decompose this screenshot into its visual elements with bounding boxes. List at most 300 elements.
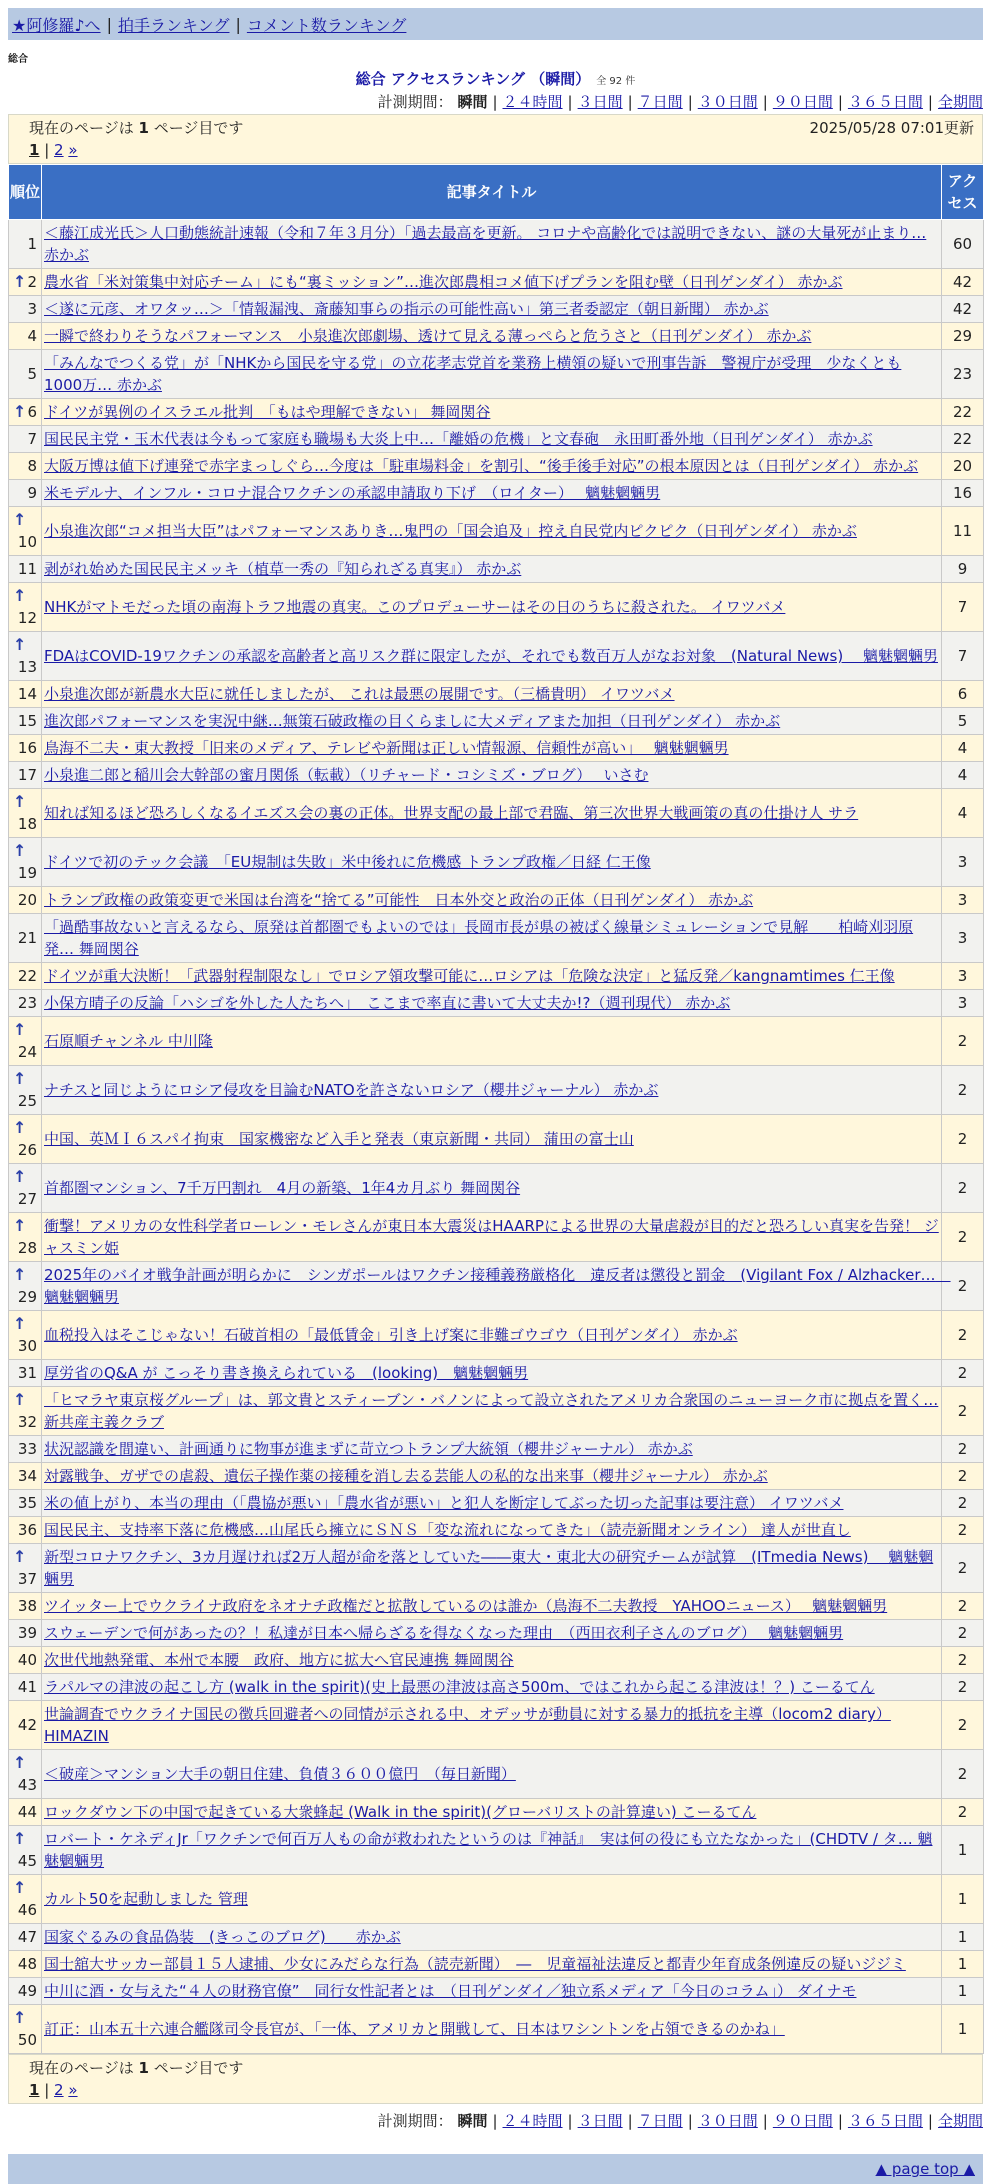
article-link[interactable]: 進次郎パフォーマンスを実況中継…無策石破政権の目くらましに大メディアまた加担（日刊ゲンダイ） 赤かぶ bbox=[44, 712, 781, 730]
table-row bbox=[9, 789, 984, 838]
access-count: 1 bbox=[942, 1924, 984, 1951]
rank-number: 50 bbox=[17, 2031, 37, 2049]
access-count: 29 bbox=[942, 323, 984, 350]
article-link[interactable]: ツイッター上でウクライナ政府をネオナチ政権だと拡散しているのは誰か（鳥海不二夫教授 YAHOOニュース） 魑魅魍魎男 bbox=[44, 1597, 888, 1615]
page-info-box-bottom bbox=[8, 2054, 983, 2104]
access-count: 2 bbox=[942, 1701, 984, 1750]
rank-cell bbox=[9, 1799, 42, 1826]
home-link[interactable]: ★阿修羅♪へ bbox=[12, 15, 101, 35]
rank-cell bbox=[9, 762, 42, 789]
rank-number: 26 bbox=[17, 1141, 37, 1159]
table-row bbox=[9, 350, 984, 399]
up-arrow-icon: ↑ bbox=[13, 272, 27, 291]
period-separator: | bbox=[687, 2112, 693, 2130]
rank-number: 11 bbox=[17, 560, 37, 578]
rank-number: 15 bbox=[17, 712, 37, 730]
rank-cell bbox=[9, 1387, 42, 1436]
rank-number: 16 bbox=[17, 739, 37, 757]
title-cell bbox=[42, 1799, 942, 1826]
access-count: 2 bbox=[942, 1360, 984, 1387]
rank-number: 31 bbox=[17, 1364, 37, 1382]
rank-cell bbox=[9, 708, 42, 735]
nav-separator: | bbox=[106, 14, 112, 34]
pager-page-2[interactable]: 2 bbox=[54, 141, 64, 159]
title-cell bbox=[42, 1674, 942, 1701]
up-arrow-icon: ↑ bbox=[13, 1020, 27, 1039]
article-link[interactable]: トランプ政権の政策変更で米国は台湾を“捨てる”可能性 日本外交と政治の正体（日刊ゲンダイ） 赤かぶ bbox=[44, 891, 754, 909]
rank-cell bbox=[9, 1066, 42, 1115]
table-row bbox=[9, 1951, 984, 1978]
rank-number: 28 bbox=[17, 1239, 37, 1257]
article-link[interactable]: ＜遂に元彦、オワタッ…＞「情報漏洩、斎藤知事らの指示の可能性高い」第三者委認定（朝日新聞） 赤かぶ bbox=[44, 300, 769, 318]
table-row bbox=[9, 1463, 984, 1490]
period-selector bbox=[0, 90, 983, 114]
article-link[interactable]: 新型コロナワクチン、3カ月遅ければ2万人超が命を落としていた――東大・東北大の研究チームが試算 (ITmedia News) 魑魅魍魎男 bbox=[44, 1548, 934, 1588]
table-row bbox=[9, 838, 984, 887]
ranking-table bbox=[8, 164, 984, 2054]
article-link[interactable]: 国士舘大サッカー部員１５人逮捕、少女にみだらな行為（読売新聞） ― 児童福祉法違反と都青少年育成条例違反の疑いジジミ bbox=[44, 1955, 906, 1973]
rank-number: 2 bbox=[27, 273, 37, 291]
table-row bbox=[9, 1799, 984, 1826]
rank-number: 12 bbox=[17, 609, 37, 627]
title-cell bbox=[42, 1164, 942, 1213]
up-arrow-icon: ↑ bbox=[13, 586, 27, 605]
rank-number: 21 bbox=[17, 929, 37, 947]
article-link[interactable]: ドイツが異例のイスラエル批判 「もはや理解できない」 舞岡関谷 bbox=[44, 403, 491, 421]
article-link[interactable]: NHKがマトモだった頃の南海トラフ地震の真実。このプロデューサーはその日のうちに殺された。 イワツバメ bbox=[44, 598, 786, 616]
access-count: 2 bbox=[942, 1066, 984, 1115]
article-link[interactable]: 鳥海不二夫・東大教授「旧来のメディア、テレビや新聞は正しい情報源、信頼性が高い」 魑魅魍魎男 bbox=[44, 739, 729, 757]
title-cell bbox=[42, 2005, 942, 2054]
access-count: 4 bbox=[942, 735, 984, 762]
period-option[interactable]: ３０日間 bbox=[697, 93, 758, 111]
title-cell bbox=[42, 1360, 942, 1387]
page-top-link[interactable]: ▲ page top ▲ bbox=[875, 2160, 975, 2178]
title-cell bbox=[42, 1647, 942, 1674]
period-separator: | bbox=[837, 2112, 843, 2130]
rank-number: 17 bbox=[17, 766, 37, 784]
access-count: 22 bbox=[942, 426, 984, 453]
rank-cell bbox=[9, 426, 42, 453]
rank-header: 順位 bbox=[9, 165, 42, 220]
period-separator: | bbox=[567, 2112, 573, 2130]
title-cell bbox=[42, 681, 942, 708]
access-count: 6 bbox=[942, 681, 984, 708]
total-count: 全 92 件 bbox=[596, 76, 636, 87]
table-row bbox=[9, 1620, 984, 1647]
updated-timestamp: 2025/05/28 07:01更新 bbox=[809, 119, 974, 137]
article-link[interactable]: 血税投入はそこじゃない！石破首相の「最低賃金」引き上げ案に非難ゴウゴウ（日刊ゲンダイ） 赤かぶ bbox=[44, 1326, 738, 1344]
table-row bbox=[9, 681, 984, 708]
period-separator: | bbox=[762, 2112, 768, 2130]
access-count: 2 bbox=[942, 1115, 984, 1164]
title-cell bbox=[42, 1593, 942, 1620]
rank-cell bbox=[9, 1436, 42, 1463]
access-count: 3 bbox=[942, 887, 984, 914]
period-option[interactable]: ９０日間 bbox=[772, 93, 833, 111]
access-count: 23 bbox=[942, 350, 984, 399]
period-separator: | bbox=[927, 2112, 933, 2130]
title-cell bbox=[42, 1826, 942, 1875]
article-link[interactable]: 小泉進二郎と稲川会大幹部の蜜月関係（転載）（リチャード・コシミズ・ブログ） いさむ bbox=[44, 766, 649, 784]
access-count: 3 bbox=[942, 838, 984, 887]
table-row bbox=[9, 632, 984, 681]
access-count: 2 bbox=[942, 1750, 984, 1799]
up-arrow-icon: ↑ bbox=[13, 1314, 27, 1333]
access-count: 5 bbox=[942, 708, 984, 735]
article-link[interactable]: 石原順チャンネル 中川隆 bbox=[44, 1032, 213, 1050]
access-count: 1 bbox=[942, 2005, 984, 2054]
rank-cell bbox=[9, 1593, 42, 1620]
rank-cell bbox=[9, 507, 42, 556]
access-count: 1 bbox=[942, 1978, 984, 2005]
title-cell bbox=[42, 1544, 942, 1593]
table-row bbox=[9, 1066, 984, 1115]
article-link[interactable]: 国家ぐるみの食品偽装 (きっこのブログ) 赤かぶ bbox=[44, 1928, 401, 1946]
access-count: 42 bbox=[942, 296, 984, 323]
table-row bbox=[9, 1436, 984, 1463]
table-row bbox=[9, 1311, 984, 1360]
article-link[interactable]: ドイツが重大決断！「武器射程制限なし」でロシア領攻撃可能に…ロシアは「危険な決定」と猛反発／kangnamtimes 仁王像 bbox=[44, 967, 895, 985]
title-cell bbox=[42, 1311, 942, 1360]
rank-number: 23 bbox=[17, 994, 37, 1012]
title-cell bbox=[42, 1750, 942, 1799]
access-count: 2 bbox=[942, 1517, 984, 1544]
article-link[interactable]: スウェーデンで何があったの？！私達が日本へ帰らざるを得なくなった理由 （西田衣利子さんのブログ） 魑魅魍魎男 bbox=[44, 1624, 844, 1642]
period-selector-bottom bbox=[0, 2108, 983, 2134]
rank-number: 29 bbox=[17, 1288, 37, 1306]
rank-cell bbox=[9, 1875, 42, 1924]
article-link[interactable]: 世論調査でウクライナ国民の徴兵回避者への同情が示される中、オデッサが動員に対する暴力的抵抗を主導（locom2 diary） HIMAZIN bbox=[44, 1705, 891, 1745]
title-cell bbox=[42, 1951, 942, 1978]
article-link[interactable]: 2025年のバイオ戦争計画が明らかに シンガポールはワクチン接種義務厳格化 違反者は懲役と罰金 (Vigilant Fox / Alzhacker… 魑魅魍魎男 bbox=[44, 1266, 951, 1306]
rank-number: 43 bbox=[17, 1776, 37, 1794]
article-link[interactable]: 農水省「米対策集中対応チーム」にも“裏ミッション”…進次郎農相コメ値下げプランを阻む壁（日刊ゲンダイ） 赤かぶ bbox=[44, 273, 843, 291]
title-cell bbox=[42, 1436, 942, 1463]
rank-cell bbox=[9, 1951, 42, 1978]
rank-cell bbox=[9, 1826, 42, 1875]
rank-number: 10 bbox=[17, 533, 37, 551]
rank-number: 7 bbox=[27, 430, 37, 448]
table-row bbox=[9, 1826, 984, 1875]
article-link[interactable]: 小泉進次郎が新農水大臣に就任しましたが、 これは最悪の展開です。（三橋貴明） イワツバメ bbox=[44, 685, 675, 703]
rank-number: 47 bbox=[17, 1928, 37, 1946]
title-cell bbox=[42, 789, 942, 838]
rank-cell bbox=[9, 269, 42, 296]
up-arrow-icon: ↑ bbox=[13, 2008, 27, 2027]
article-link[interactable]: カルト50を起動しました 管理 bbox=[44, 1890, 248, 1908]
table-row bbox=[9, 1924, 984, 1951]
category-label: 総合 bbox=[8, 54, 28, 65]
rank-number: 9 bbox=[27, 484, 37, 502]
rank-cell bbox=[9, 1674, 42, 1701]
pager-current: 1 bbox=[29, 2081, 40, 2099]
title-cell bbox=[42, 1924, 942, 1951]
period-option[interactable]: ３６５日間 bbox=[847, 93, 923, 111]
article-link[interactable]: 「過酷事故ないと言えるなら、原発は首都圏でもよいのでは」長岡市長が県の被ばく線量シミュレーションで見解 柏崎刈羽原発… 舞岡関谷 bbox=[44, 918, 914, 958]
article-link[interactable]: ドイツで初のテック会議 「EU規制は失敗」米中後れに危機感 トランプ政権／日経 仁王像 bbox=[44, 853, 651, 871]
rank-number: 1 bbox=[27, 235, 37, 253]
up-arrow-icon: ↑ bbox=[13, 1878, 27, 1897]
article-link[interactable]: 小保方晴子の反論「ハシゴを外した人たちへ」 ここまで率直に書いて大丈夫か!?（週刊現代） 赤かぶ bbox=[44, 994, 731, 1012]
rank-number: 35 bbox=[17, 1494, 37, 1512]
table-row bbox=[9, 963, 984, 990]
period-separator: | bbox=[567, 93, 573, 111]
table-row bbox=[9, 583, 984, 632]
article-link[interactable]: 剥がれ始めた国民民主メッキ（植草一秀の『知られざる真実』） 赤かぶ bbox=[44, 560, 522, 578]
article-link[interactable]: 知れば知るほど恐ろしくなるイエズス会の裏の正体。世界支配の最上部で君臨、第三次世界大戦画策の真の仕掛け人 サラ bbox=[44, 804, 859, 822]
access-count: 2 bbox=[942, 1647, 984, 1674]
up-arrow-icon: ↑ bbox=[13, 1118, 27, 1137]
pager-next[interactable]: » bbox=[68, 2081, 78, 2099]
rank-number: 27 bbox=[17, 1190, 37, 1208]
title-cell bbox=[42, 480, 942, 507]
pager-next[interactable]: » bbox=[68, 141, 78, 159]
period-option[interactable]: ７日間 bbox=[637, 2112, 683, 2130]
article-link[interactable]: 「ヒマラヤ東京桜グループ」は、郭文貴とスティーブン・バノンによって設立されたアメリカ合衆国のニューヨーク市に拠点を置く… 新共産主義クラブ bbox=[44, 1391, 939, 1431]
period-separator: | bbox=[627, 93, 633, 111]
article-link[interactable]: 中川に酒・女与えた“４人の財務官僚” 同行女性記者とは （日刊ゲンダイ／独立系メディア「今日のコラム」） ダイナモ bbox=[44, 1982, 857, 2000]
article-link[interactable]: 次世代地熱発電、本州で本腰 政府、地方に拡大へ官民連携 舞岡関谷 bbox=[44, 1651, 514, 1669]
rank-cell bbox=[9, 1750, 42, 1799]
period-separator: | bbox=[627, 2112, 633, 2130]
table-row bbox=[9, 220, 984, 269]
title-cell bbox=[42, 1115, 942, 1164]
rank-cell bbox=[9, 914, 42, 963]
table-row bbox=[9, 1701, 984, 1750]
article-link[interactable]: 厚労省のQ&A が こっそり書き換えられている (looking) 魑魅魍魎男 bbox=[44, 1364, 529, 1382]
rank-cell bbox=[9, 1978, 42, 2005]
table-row bbox=[9, 323, 984, 350]
period-option: 瞬間 bbox=[457, 2112, 488, 2130]
rank-cell bbox=[9, 453, 42, 480]
access-count: 42 bbox=[942, 269, 984, 296]
article-link[interactable]: 衝撃！アメリカの女性科学者ローレン・モレさんが東日本大震災はHAARPによる世界の大量虐殺が目的だと恐ろしい真実を告発！ ジャスミン姫 bbox=[44, 1217, 939, 1257]
table-row bbox=[9, 1490, 984, 1517]
access-count: 2 bbox=[942, 1620, 984, 1647]
period-option[interactable]: 全期間 bbox=[937, 2112, 983, 2130]
up-arrow-icon: ↑ bbox=[13, 792, 27, 811]
article-link[interactable]: 首都圏マンション、7千万円割れ 4月の新築、1年4カ月ぶり 舞岡関谷 bbox=[44, 1179, 521, 1197]
access-count: 1 bbox=[942, 1826, 984, 1875]
title-cell bbox=[42, 323, 942, 350]
rank-cell bbox=[9, 1924, 42, 1951]
page-heading: 総合 アクセスランキング （瞬間） bbox=[355, 70, 591, 88]
table-row bbox=[9, 1647, 984, 1674]
access-count: 2 bbox=[942, 1544, 984, 1593]
title-cell bbox=[42, 735, 942, 762]
rank-cell bbox=[9, 1517, 42, 1544]
access-count: 3 bbox=[942, 990, 984, 1017]
article-link[interactable]: ラパルマの津波の起こし方 (walk in the spirit)(史上最悪の津波は高さ500m、ではこれから起こる津波は！？) こーるてん bbox=[44, 1678, 875, 1696]
access-count: 16 bbox=[942, 480, 984, 507]
article-link[interactable]: 国民民主、支持率下落に危機感…山尾氏ら擁立にＳＮＳ「変な流れになってきた」（読売新聞オンライン） 達人が世直し bbox=[44, 1521, 851, 1539]
table-row bbox=[9, 1544, 984, 1593]
up-arrow-icon: ↑ bbox=[13, 1753, 27, 1772]
period-option: 瞬間 bbox=[457, 93, 488, 111]
access-count: 3 bbox=[942, 914, 984, 963]
rank-number: 37 bbox=[17, 1570, 37, 1588]
article-link[interactable]: ロックダウン下の中国で起きている大衆蜂起 (Walk in the spirit)(グローバリストの計算違い) こーるてん bbox=[44, 1803, 757, 1821]
rank-number: 18 bbox=[17, 815, 37, 833]
period-option[interactable]: ２４時間 bbox=[502, 93, 563, 111]
period-separator: | bbox=[762, 93, 768, 111]
rank-cell bbox=[9, 1544, 42, 1593]
page-info-text: 現在のページは 1 ページ目です bbox=[29, 119, 244, 137]
rank-number: 48 bbox=[17, 1955, 37, 1973]
period-label: 計測期間： bbox=[377, 93, 453, 111]
table-row bbox=[9, 708, 984, 735]
period-label: 計測期間： bbox=[377, 2112, 453, 2130]
article-link[interactable]: 米モデルナ、インフル・コロナ混合ワクチンの承認申請取り下げ （ロイター） 魑魅魍魎男 bbox=[44, 484, 661, 502]
access-count: 2 bbox=[942, 1262, 984, 1311]
period-separator: | bbox=[687, 93, 693, 111]
rank-cell bbox=[9, 1213, 42, 1262]
rank-number: 42 bbox=[17, 1716, 37, 1734]
access-count: 60 bbox=[942, 220, 984, 269]
access-count: 2 bbox=[942, 1463, 984, 1490]
rank-number: 40 bbox=[17, 1651, 37, 1669]
period-separator: | bbox=[837, 93, 843, 111]
rank-cell bbox=[9, 399, 42, 426]
access-count: 2 bbox=[942, 1490, 984, 1517]
article-link[interactable]: 一瞬で終わりそうなパフォーマンス 小泉進次郎劇場、透けて見える薄っぺらと危うさと（日刊ゲンダイ） 赤かぶ bbox=[44, 327, 812, 345]
rank-number: 14 bbox=[17, 685, 37, 703]
rank-cell bbox=[9, 838, 42, 887]
pager: 1 | 2 » bbox=[29, 2081, 78, 2099]
article-link[interactable]: 中国、英ＭＩ６スパイ拘束 国家機密など入手と発表（東京新聞・共同） 蒲田の富士山 bbox=[44, 1130, 634, 1148]
title-cell bbox=[42, 220, 942, 269]
access-count: 2 bbox=[942, 1213, 984, 1262]
up-arrow-icon: ↑ bbox=[13, 1265, 27, 1284]
comment-ranking-link[interactable]: コメント数ランキング bbox=[246, 15, 407, 35]
rank-number: 36 bbox=[17, 1521, 37, 1539]
up-arrow-icon: ↑ bbox=[13, 1829, 27, 1848]
title-cell bbox=[42, 399, 942, 426]
table-row bbox=[9, 1387, 984, 1436]
rank-number: 20 bbox=[17, 891, 37, 909]
rank-number: 49 bbox=[17, 1982, 37, 2000]
title-cell bbox=[42, 632, 942, 681]
article-link[interactable]: 状況認識を間違い、計画通りに物事が進まずに苛立つトランプ大統領（櫻井ジャーナル） 赤かぶ bbox=[44, 1440, 693, 1458]
title-cell bbox=[42, 1262, 951, 1311]
rank-cell bbox=[9, 350, 42, 399]
article-link[interactable]: 米の値上がり、本当の理由（「農協が悪い」「農水省が悪い」と犯人を断定してぶった切った記事は要注意） イワツバメ bbox=[44, 1494, 844, 1512]
table-row bbox=[9, 887, 984, 914]
table-row bbox=[9, 1017, 984, 1066]
rank-cell bbox=[9, 1647, 42, 1674]
period-separator: | bbox=[927, 93, 933, 111]
applause-ranking-link[interactable]: 拍手ランキング bbox=[117, 15, 230, 35]
article-link[interactable]: FDAはCOVID-19ワクチンの承認を高齢者と高リスク群に限定したが、それでも数百万人がなお対象 (Natural News) 魑魅魍魎男 bbox=[44, 647, 938, 665]
rank-cell bbox=[9, 1463, 42, 1490]
period-separator: | bbox=[492, 2112, 498, 2130]
period-option[interactable]: 全期間 bbox=[937, 93, 983, 111]
up-arrow-icon: ↑ bbox=[13, 1216, 27, 1235]
rank-cell bbox=[9, 1490, 42, 1517]
title-cell bbox=[42, 1978, 942, 2005]
rank-number: 30 bbox=[17, 1337, 37, 1355]
access-count: 22 bbox=[942, 399, 984, 426]
rank-cell bbox=[9, 990, 42, 1017]
table-row bbox=[9, 1750, 984, 1799]
title-cell bbox=[42, 453, 942, 480]
period-option[interactable]: ３日間 bbox=[577, 93, 623, 111]
article-link[interactable]: 国民民主党・玉木代表は今もって家庭も職場も大炎上中…「離婚の危機」と文春砲 永田町番外地（日刊ゲンダイ） 赤かぶ bbox=[44, 430, 873, 448]
article-link[interactable]: 大阪万博は値下げ連発で赤字まっしぐら…今度は「駐車場料金」を割引、“後手後手対応”の根本原因とは（日刊ゲンダイ） 赤かぶ bbox=[44, 457, 919, 475]
rank-cell bbox=[9, 583, 42, 632]
article-link[interactable]: ロバート・ケネディJr「ワクチンで何百万人もの命が救われたというのは『神話』 実は何の役にも立たなかった」(CHDTV / タ… 魑魅魍魎男 bbox=[44, 1830, 933, 1870]
rank-number: 6 bbox=[27, 403, 37, 421]
access-count: 7 bbox=[942, 583, 984, 632]
up-arrow-icon: ↑ bbox=[13, 1390, 27, 1409]
title-cell bbox=[42, 708, 942, 735]
period-option[interactable]: ７日間 bbox=[637, 93, 683, 111]
rank-cell bbox=[9, 1620, 42, 1647]
title-cell bbox=[42, 350, 942, 399]
table-row bbox=[9, 1360, 984, 1387]
access-count: 2 bbox=[942, 1674, 984, 1701]
page-info-text: 現在のページは 1 ページ目です bbox=[29, 2059, 244, 2077]
article-link[interactable]: 対露戦争、ガザでの虐殺、遺伝子操作薬の接種を消し去る芸能人の私的な出来事（櫻井ジャーナル） 赤かぶ bbox=[44, 1467, 768, 1485]
rank-cell bbox=[9, 681, 42, 708]
access-count: 1 bbox=[942, 1951, 984, 1978]
up-arrow-icon: ↑ bbox=[13, 841, 27, 860]
period-option[interactable]: ３日間 bbox=[577, 2112, 623, 2130]
title-cell bbox=[42, 296, 942, 323]
article-link[interactable]: 小泉進次郎“コメ担当大臣”はパフォーマンスありき…鬼門の「国会追及」控え自民党内ピクピク（日刊ゲンダイ） 赤かぶ bbox=[44, 522, 857, 540]
rank-cell bbox=[9, 2005, 42, 2054]
period-option[interactable]: ３０日間 bbox=[697, 2112, 758, 2130]
rank-cell bbox=[9, 1115, 42, 1164]
table-row bbox=[9, 556, 984, 583]
top-nav bbox=[8, 8, 983, 40]
title-cell bbox=[42, 1017, 942, 1066]
pager-page-2[interactable]: 2 bbox=[54, 2081, 64, 2099]
title-cell bbox=[42, 914, 942, 963]
access-count: 2 bbox=[942, 1387, 984, 1436]
rank-cell bbox=[9, 887, 42, 914]
rank-cell bbox=[9, 1164, 42, 1213]
access-count: 2 bbox=[942, 1593, 984, 1620]
up-arrow-icon: ↑ bbox=[13, 1069, 27, 1088]
table-row bbox=[9, 399, 984, 426]
pager-current: 1 bbox=[29, 141, 40, 159]
rank-cell bbox=[9, 632, 42, 681]
nav-separator: | bbox=[235, 14, 241, 34]
rank-cell bbox=[9, 480, 42, 507]
access-count: 3 bbox=[942, 963, 984, 990]
period-option[interactable]: ３６５日間 bbox=[847, 2112, 923, 2130]
access-count: 2 bbox=[942, 1799, 984, 1826]
table-row bbox=[9, 1164, 984, 1213]
period-option[interactable]: ２４時間 bbox=[502, 2112, 563, 2130]
article-link[interactable]: ＜藤江成光氏＞人口動態統計速報（令和７年３月分）「過去最高を更新。 コロナや高齢化では説明できない、謎の大量死が止まり… 赤かぶ bbox=[44, 224, 927, 264]
period-option[interactable]: ９０日間 bbox=[772, 2112, 833, 2130]
article-link[interactable]: 「みんなでつくる党」が「NHKから国民を守る党」の立花孝志党首を業務上横領の疑いで刑事告訴 警視庁が受理 少なくとも1000万… 赤かぶ bbox=[44, 354, 902, 394]
up-arrow-icon: ↑ bbox=[13, 1167, 27, 1186]
article-link[interactable]: ナチスと同じようにロシア侵攻を目論むNATOを許さないロシア（櫻井ジャーナル） 赤かぶ bbox=[44, 1081, 659, 1099]
article-link[interactable]: ＜破産＞マンション大手の朝日住建、負債３６００億円 （毎日新聞） bbox=[44, 1765, 516, 1783]
title-header: 記事タイトル bbox=[42, 165, 942, 220]
rank-number: 32 bbox=[17, 1413, 37, 1431]
article-link[interactable]: 訂正：山本五十六連合艦隊司令長官が、「一体、アメリカと開戦して、日本はワシントンを占領できるのかね」 bbox=[44, 2020, 785, 2038]
title-cell bbox=[42, 583, 942, 632]
access-header: アクセス bbox=[942, 165, 984, 220]
rank-cell bbox=[9, 296, 42, 323]
access-count: 2 bbox=[942, 1164, 984, 1213]
rank-number: 13 bbox=[17, 658, 37, 676]
